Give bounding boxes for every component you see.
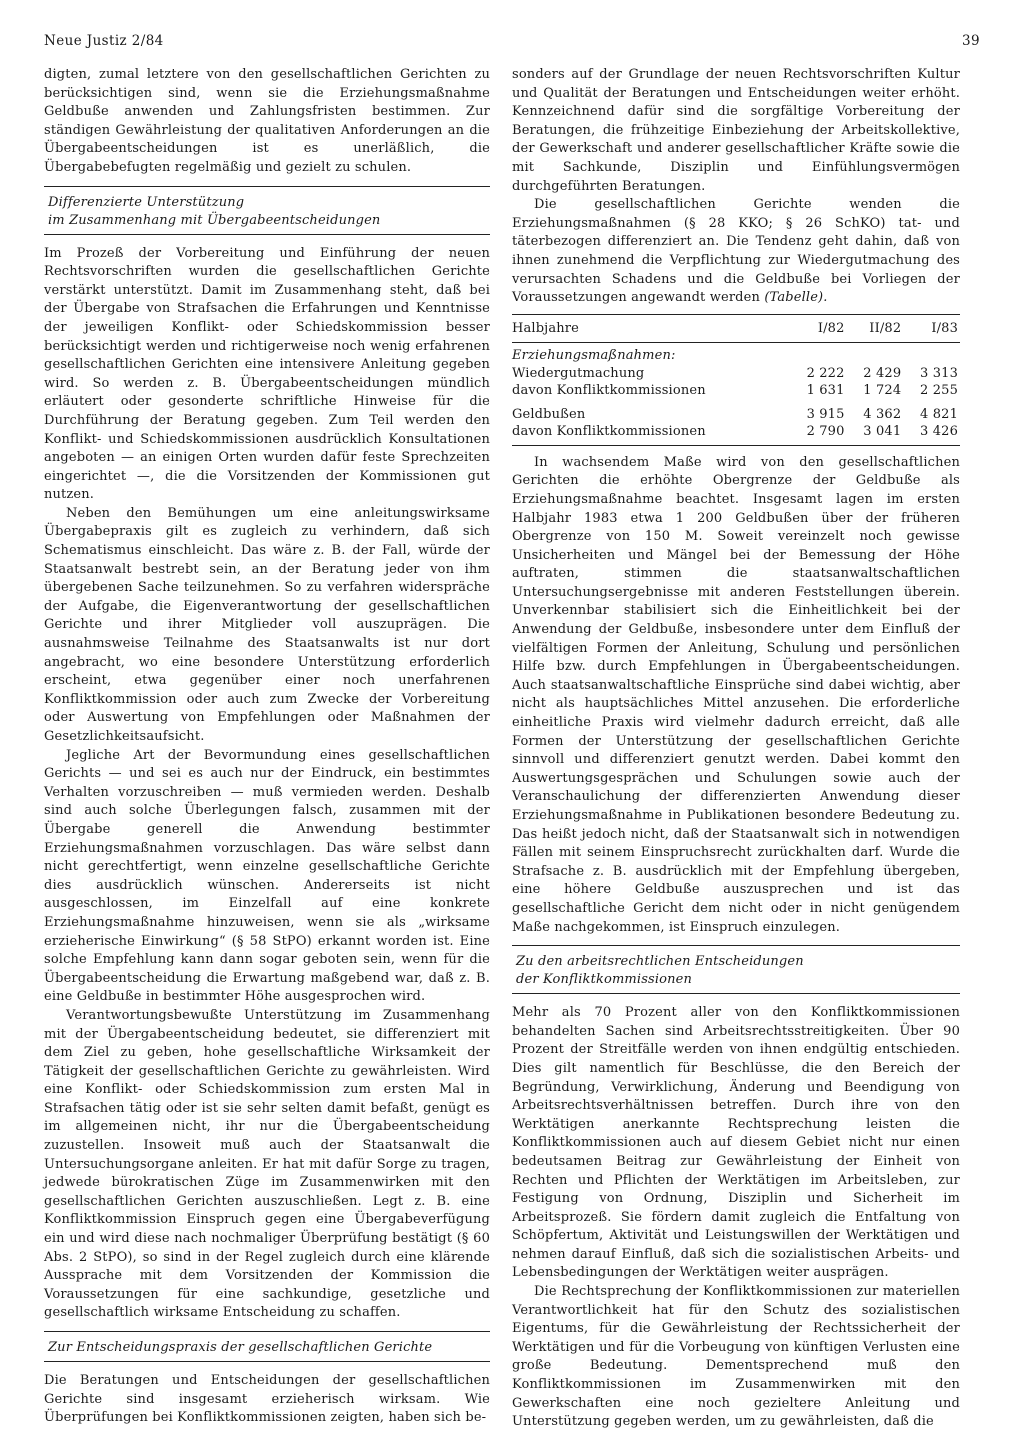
left-column <box>44 66 490 1428</box>
table-reference: (Tabelle). <box>764 290 828 306</box>
row-label: davon Konfliktkommissionen <box>512 383 706 399</box>
paragraph: Die Rechtsprechung der Konfliktkommissionen zur materiellen Verantwortlichkeit hat für den Schutz des sozialistischen Eigentums, für die Gewährleistung der Rechtssicherheit der Werktätigen und für die Vorbeugung von künftigen Verlusten eine große Bedeutung. Dementsprechend muß den Konfliktkommissionen im Zusammenwirken mit den Gewerkschaften eine noch gezieltere Anleitung und Unterstützung gegeben werden, um zu gewährleisten, daß die <box>512 1284 960 1430</box>
running-head <box>44 33 980 57</box>
heading-line: der Konfliktkommissionen <box>516 972 693 988</box>
cell-value: 4 821 <box>920 406 958 422</box>
row-label: Geldbußen <box>512 406 586 422</box>
cell-value: 1 631 <box>806 383 845 399</box>
paragraph: Neben den Bemühungen um eine anleitungswirksame Übergabepraxis gilt es zugleich zu verhindern, daß sich Schematismus einschleicht. Das wäre z. B. der Fall, würde der Staatsanwalt bestrebt sein, an der Beratung jeder von ihm übergebenen Sache teilzunehmen. So zu verfahren widerspräche der Aufgabe, die Eigenverantwortung der gesellschaftlichen Gerichte und ihrer Mitglieder voll auszuprägen. Die ausnahmsweise Teilnahme des Staatsanwalts ist nur dort angebracht, wo eine besondere Unterstützung erforderlich erscheint, etwa gegenüber einer noch unerfahrenen Konfliktkommission oder auch zum Zwecke der Vorbereitung oder Auswertung von Empfehlungen oder Maßnahmen der Gesetzlichkeitsaufsicht. <box>44 505 490 744</box>
journal-issue: Neue Justiz 2/84 <box>44 33 164 49</box>
heading-underline <box>44 234 490 235</box>
cell-value: 3 041 <box>847 423 904 445</box>
cell-value: 4 362 <box>863 406 902 422</box>
paragraph: digten, zumal letztere von den gesellschaftlichen Gerichten zu berücksichtigen sind, wenn sie die Erziehungsmaßnahme Geldbuße anwenden und Zahlungsfristen bestimmen. Zur ständigen Gewährleistung der qualitativen Anforderungen an die Übergabeentscheidungen ist es unerläßlich, die Übergabebefugten regelmäßig und gezielt zu schulen. <box>44 67 490 175</box>
section-heading <box>44 194 490 230</box>
row-label: davon Konfliktkommissionen <box>512 423 790 445</box>
heading-underline <box>44 1361 490 1362</box>
section-heading <box>44 1339 490 1357</box>
table-row <box>512 382 960 400</box>
paragraph <box>512 196 960 308</box>
cell-value: 2 222 <box>806 365 845 381</box>
paragraph: Mehr als 70 Prozent aller von den Konfliktkommissionen behandelten Sachen sind Arbeitsrechtsstreitigkeiten. Über 90 Prozent der Streitfälle werden von ihnen endgültig entschieden. Dies gilt namentlich für Beschlüsse, die den Bereich der Begründung, Verwirklichung, Änderung und Beendigung von Arbeitsrechtsverhältnissen betreffen. Durch ihre von den Werktätigen anerkannte Rechtsprechung leisten die Konfliktkommissionen auch auf diesem Gebiet nicht nur einen bedeutsamen Beitrag zur Gewährleistung der Einheit von Rechten und Pflichten der Werktätigen im Arbeitsleben, zur Festigung von Ordnung, Disziplin und Sicherheit im Arbeitsprozeß. Sie fördern damit zugleich die Entfaltung von Schöpfertum, Aktivität und Leistungswillen der Werktätigen und nehmen darauf Einfluß, daß sich die sozialistischen Arbeits- und Lebensbedingungen der Werktätigen weiter ausprägen. <box>512 1005 960 1281</box>
cell-value: 3 313 <box>920 365 958 381</box>
paragraph: Im Prozeß der Vorbereitung und Einführung der neuen Rechtsvorschriften wurden die gesellschaftlichen Gerichte verstärkt unterstützt. Damit im Zusammenhang steht, daß bei der Übergabe von Strafsachen die Erfahrungen und Kenntnisse der jeweiligen Konflikt- oder Schiedskommission besser berücksichtigt werden und richtigerweise noch wenig erfahrenen gesellschaftlichen Gerichten eine intensivere Anleitung gegeben wird. So werden z. B. Übergabeentscheidungen mündlich erläutert oder gesonderte schriftliche Hinweise für die Durchführung der Beratung gegeben. Zum Teil werden den Konflikt- und Schiedskommissionen ausdrücklich Konsultationen angeboten — an einigen Orten wurden dafür feste Sprechzeiten eingerichtet —, die die Vorsitzenden der Kommissionen gut nutzen. <box>44 245 490 503</box>
column-header: II/82 <box>847 314 904 343</box>
heading-underline <box>512 993 960 994</box>
heading-line: Zur Entscheidungspraxis der gesellschaftlichen Gerichte <box>48 1340 433 1355</box>
cell-value: 2 790 <box>790 423 847 445</box>
paragraph: In wachsendem Maße wird von den gesellschaftlichen Gerichten die erhöhte Obergrenze der Geldbuße als Erziehungsmaßnahme beachtet. Insgesamt lagen im ersten Halbjahr 1983 etwa 1 200 Geldbußen über der früheren Obergrenze von 150 M. Soweit vereinzelt noch gewisse Unsicherheiten und Mängel bei der Bemessung der Höhe auftraten, stimmen die staatsanwaltschaftlichen Untersuchungsergebnisse mit anderen Feststellungen überein. Unverkennbar stabilisiert sich die Einheitlichkeit bei der Anwendung der Geldbuße, insbesondere unter dem Einfluß der vielfältigen Formen der Anleitung, Schulung und persönlichen Hilfe bzw. durch Empfehlungen in Übergabeentscheidungen. Auch staatsanwaltschaftliche Einsprüche sind dabei wichtig, aber nicht als hauptsächliches Mittel anzusehen. Die erforderliche einheitliche Praxis wird vielmehr dadurch erreicht, daß alle Formen der Unterstützung der gesellschaftlichen Gerichte sinnvoll und differenziert genutzt werden. Dabei kommt den Auswertungsgesprächen und Schulungen sowie auch der Veranschaulichung der differenzierten Anwendung dieser Erziehungsmaßnahme in Publikationen besondere Bedeutung zu. Das heißt jedoch nicht, daß der Staatsanwalt sich in notwendigen Fällen mit seinem Einspruchsrecht zurückhalten darf. Wurde die Strafsache z. B. ausdrücklich mit der Empfehlung übergeben, eine höhere Geldbuße auszusprechen und ist das gesellschaftliche Gericht dem nicht oder in nicht genügendem Maße nachgekommen, ist Einspruch einzulegen. <box>512 454 960 935</box>
table-row <box>512 365 960 383</box>
section-divider <box>44 1331 490 1332</box>
section-divider <box>44 186 490 187</box>
paragraph: Die Beratungen und Entscheidungen der gesellschaftlichen Gerichte sind insgesamt erzieherisch wirksam. Wie Überprüfungen bei Konfliktkommissionen zeigten, haben sich be- <box>44 1373 490 1426</box>
statistics-table <box>512 314 960 446</box>
paragraph: Verantwortungsbewußte Unterstützung im Zusammenhang mit der Übergabeentscheidung bedeutet, sie differenziert mit dem Ziel zu geben, hohe gesellschaftliche Wirksamkeit der Tätigkeit der gesellschaftlichen Gerichte zu gewährleisten. Wird eine Konflikt- oder Schiedskommission zum ersten Mal in Strafsachen tätig oder ist sie sehr selten damit befaßt, genügt es im allgemeinen nicht, ihr nur die Übergabeentscheidung zuzustellen. Insoweit muß auch der Staatsanwalt die Untersuchungsorgane anleiten. Er hat mit dafür Sorge zu tragen, jedwede bürokratischen Züge im Zusammenwirken mit den gesellschaftlichen Gerichten auszuschließen. Legt z. B. eine Konfliktkommission Einspruch gegen eine Übergabeverfügung ein und wird diese nach nochmaliger Überprüfung bestätigt (§ 60 Abs. 2 StPO), so sind in der Regel zugleich durch eine klärende Aussprache mit dem Vorsitzenden der Kommission die Voraussetzungen für eine sachkundige, gesetzliche und gesellschaftlich wirksame Entscheidung zu schaffen. <box>44 1007 490 1321</box>
column-header: Halbjahre <box>512 314 790 343</box>
section-label: Erziehungsmaßnahmen: <box>512 348 676 364</box>
cell-value: 2 255 <box>920 383 958 399</box>
section-divider <box>512 945 960 946</box>
column-header: I/83 <box>903 314 960 343</box>
cell-value: 3 915 <box>806 406 845 422</box>
table-header-row <box>512 314 960 343</box>
paragraph: Jegliche Art der Bevormundung eines gesellschaftlichen Gerichts — und sei es auch nur der Eindruck, ein bestimmtes Verhalten vorzuschreiben — muß vermieden werden. Deshalb sind auch solche Überlegungen falsch, zusammen mit der Übergabe generell die Anwendung bestimmter Erziehungsmaßnahmen vorzuschlagen. Das wäre selbst dann nicht gerechtfertigt, wenn einzelne gesellschaftliche Gerichte dies ausdrücklich wünschen. Andererseits ist nicht ausgeschlossen, im Einzelfall auf eine konkrete Erziehungsmaßnahme hinzuweisen, wenn sie als „wirksame erzieherische Einwirkung“ (§ 58 StPO) erkannt worden ist. Eine solche Empfehlung kann dann sogar geboten sein, wenn für die Übergabeentscheidung die Erwartung maßgebend war, daß z. B. eine Geldbuße in bestimmter Höhe ausgesprochen wird. <box>44 747 490 1005</box>
table-section-row <box>512 343 960 365</box>
cell-value: 1 724 <box>863 383 902 399</box>
right-column <box>512 66 960 1432</box>
row-label: Wiedergutmachung <box>512 365 645 381</box>
table-row <box>512 423 960 445</box>
paragraph: sonders auf der Grundlage der neuen Rechtsvorschriften Kultur und Qualität der Beratungen und Entscheidungen weiter erhöht. Kennzeichnend dafür sind die sorgfältige Vorbereitung der Beratungen, die frühzeitige Einbeziehung der Arbeitskollektive, der Gewerkschaft und anderer gesellschaftlicher Kräfte sowie die mit Sachkunde, Disziplin und Einfühlungsvermögen durchgeführten Beratungen. <box>512 67 960 194</box>
cell-value: 2 429 <box>863 365 902 381</box>
heading-line: Zu den arbeitsrechtlichen Entscheidungen <box>516 954 804 970</box>
section-heading <box>512 953 960 989</box>
page-number: 39 <box>962 33 980 49</box>
column-header: I/82 <box>790 314 847 343</box>
cell-value: 3 426 <box>903 423 960 445</box>
heading-line: im Zusammenhang mit Übergabeentscheidungen <box>48 212 381 228</box>
paragraph-text: Die gesellschaftlichen Gerichte wenden die Erziehungsmaßnahmen (§ 28 KKO; § 26 SchKO) tat- und täterbezogen differenziert an. Die Tendenz geht dahin, daß von ihnen zunehmend die Verpflichtung zur Wiedergutmachung des verursachten Schadens und die Geldbuße bei Vorliegen der Voraussetzungen angewandt werden <box>512 197 960 306</box>
table-row <box>512 400 960 424</box>
heading-line: Differenzierte Unterstützung <box>48 194 245 210</box>
